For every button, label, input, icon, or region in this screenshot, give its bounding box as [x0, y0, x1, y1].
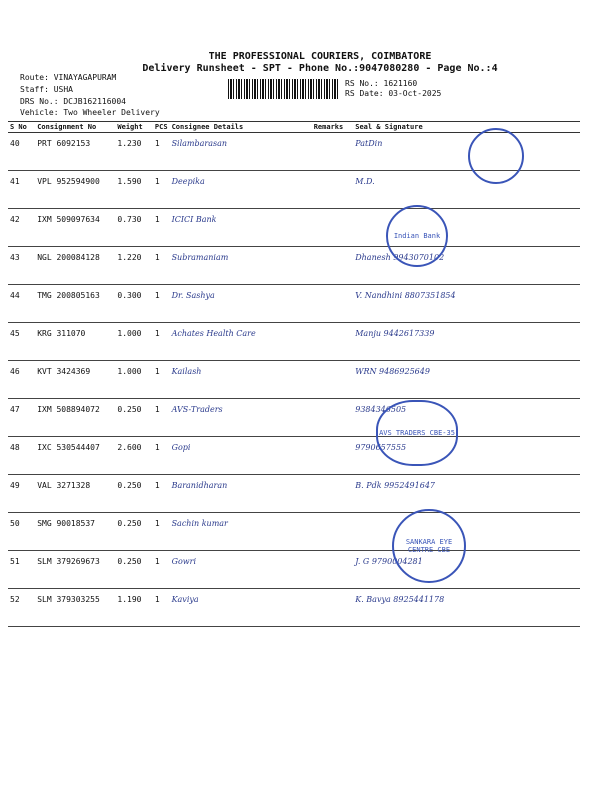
seal-stamp-top	[468, 128, 524, 184]
table-row	[8, 247, 580, 285]
bank-stamp-text: Indian Bank	[393, 232, 441, 240]
consignee-cell: ICICI Bank	[170, 209, 312, 247]
pcs-cell: 1	[153, 399, 170, 437]
table-row	[8, 323, 580, 361]
sno-cell: 44	[8, 285, 35, 323]
consignee-cell: Kailash	[170, 361, 312, 399]
seal-signature-cell: V. Nandhini 8807351854	[353, 285, 580, 323]
pcs-cell: 1	[153, 171, 170, 209]
seal-signature-cell: K. Bavya 8925441178	[353, 589, 580, 627]
sankara-stamp-text: SANKARA EYE CENTRE CBE	[405, 538, 453, 554]
sno-cell: 47	[8, 399, 35, 437]
avs-stamp-text: AVS TRADERS CBE-35	[379, 429, 455, 437]
seal-signature-cell: PatDin	[353, 133, 580, 171]
remarks-cell	[312, 209, 354, 247]
table-body	[8, 133, 580, 627]
barcode-image	[228, 79, 340, 99]
pcs-cell: 1	[153, 551, 170, 589]
remarks-cell	[312, 551, 354, 589]
consignment-cell: KRG 311070	[35, 323, 115, 361]
table-row	[8, 399, 580, 437]
sankara-eye-stamp	[392, 509, 466, 583]
col-header-seal: Seal & Signature	[353, 122, 580, 133]
seal-signature-cell: Manju 9442617339	[353, 323, 580, 361]
col-header-consignee: Consignee Details	[170, 122, 312, 133]
sno-cell: 45	[8, 323, 35, 361]
consignee-cell: Gopi	[170, 437, 312, 475]
pcs-cell: 1	[153, 475, 170, 513]
col-header-pcs: PCS	[154, 123, 168, 131]
weight-cell: 1.000	[115, 361, 153, 399]
consignee-cell: Sachin kumar	[170, 513, 312, 551]
weight-cell: 0.250	[115, 551, 153, 589]
remarks-cell	[312, 285, 354, 323]
table-row	[8, 285, 580, 323]
company-title: THE PROFESSIONAL COURIERS, COIMBATORE	[208, 51, 432, 62]
sno-cell: 50	[8, 513, 35, 551]
consignment-cell: NGL 200084128	[35, 247, 115, 285]
vehicle-label: Vehicle: Two Wheeler Delivery	[20, 108, 160, 117]
weight-cell: 1.000	[115, 323, 153, 361]
seal-signature-cell: B. Pdk 9952491647	[353, 475, 580, 513]
seal-signature-cell: 9790657555	[353, 437, 580, 475]
pcs-cell: 1	[153, 133, 170, 171]
weight-cell: 0.300	[115, 285, 153, 323]
rs-number: RS No.: 1621160	[345, 79, 418, 88]
sno-cell: 49	[8, 475, 35, 513]
consignee-cell: Silambarasan	[170, 133, 312, 171]
consignment-cell: VPL 952594900	[35, 171, 115, 209]
table-row	[8, 437, 580, 475]
consignee-cell: AVS-Traders	[170, 399, 312, 437]
drs-number: DRS No.: DCJB162116004	[20, 97, 126, 106]
consignment-cell: SLM 379303255	[35, 589, 115, 627]
table-row	[8, 475, 580, 513]
consignment-cell: PRT 6092153	[35, 133, 115, 171]
bank-stamp	[386, 205, 448, 267]
col-header-consignment: Consignment No	[35, 122, 115, 133]
staff-label: Staff: USHA	[20, 85, 73, 94]
sno-cell: 46	[8, 361, 35, 399]
remarks-cell	[312, 361, 354, 399]
consignment-cell: VAL 3271328	[35, 475, 115, 513]
col-header-remarks: Remarks	[312, 122, 354, 133]
consignment-cell: SLM 379269673	[35, 551, 115, 589]
seal-signature-cell: Dhanesh 9943070102	[353, 247, 580, 285]
consignment-cell: KVT 3424369	[35, 361, 115, 399]
consignee-cell: Subramaniam	[170, 247, 312, 285]
pcs-cell: 1	[153, 589, 170, 627]
route-label: Route: VINAYAGAPURAM	[20, 73, 117, 82]
weight-cell: 1.190	[115, 589, 153, 627]
seal-signature-cell	[353, 513, 580, 551]
weight-cell: 0.250	[115, 475, 153, 513]
rs-date: RS Date: 03-Oct-2025	[345, 89, 442, 98]
table-row	[8, 513, 580, 551]
consignment-cell: IXC 530544407	[35, 437, 115, 475]
sno-cell: 48	[8, 437, 35, 475]
pcs-cell: 1	[153, 513, 170, 551]
sno-cell: 42	[8, 209, 35, 247]
consignment-cell: IXM 508894072	[35, 399, 115, 437]
weight-cell: 2.600	[115, 437, 153, 475]
sno-cell: 40	[8, 133, 35, 171]
remarks-cell	[312, 437, 354, 475]
remarks-cell	[312, 323, 354, 361]
consignee-cell: Kaviya	[170, 589, 312, 627]
table-row	[8, 209, 580, 247]
sno-cell: 43	[8, 247, 35, 285]
sno-cell: 52	[8, 589, 35, 627]
consignee-cell: Gowri	[170, 551, 312, 589]
table-row	[8, 361, 580, 399]
remarks-cell	[312, 133, 354, 171]
pcs-cell: 1	[153, 247, 170, 285]
seal-signature-cell: 9384346505	[353, 399, 580, 437]
col-header-weight: Weight	[115, 122, 153, 133]
consignment-cell: TMG 200805163	[35, 285, 115, 323]
remarks-cell	[312, 247, 354, 285]
consignment-cell: SMG 90018537	[35, 513, 115, 551]
remarks-cell	[312, 589, 354, 627]
pcs-cell: 1	[153, 209, 170, 247]
weight-cell: 1.590	[115, 171, 153, 209]
pcs-cell: 1	[153, 361, 170, 399]
pcs-cell: 1	[153, 437, 170, 475]
table-row	[8, 589, 580, 627]
runsheet-subtitle: Delivery Runsheet - SPT - Phone No.:9047080280 - Page No.:4	[142, 63, 498, 74]
remarks-cell	[312, 399, 354, 437]
pcs-cell: 1	[153, 285, 170, 323]
col-header-sno: S No	[8, 122, 35, 133]
seal-signature-cell: J. G 9790004281	[353, 551, 580, 589]
consignee-cell: Baranidharan	[170, 475, 312, 513]
sno-cell: 51	[8, 551, 35, 589]
avs-traders-stamp	[376, 400, 458, 466]
weight-cell: 0.250	[115, 513, 153, 551]
weight-cell: 1.220	[115, 247, 153, 285]
pcs-cell: 1	[153, 323, 170, 361]
remarks-cell	[312, 475, 354, 513]
consignee-cell: Dr. Sashya	[170, 285, 312, 323]
seal-signature-cell: M.D.	[353, 171, 580, 209]
consignment-cell: IXM 509097634	[35, 209, 115, 247]
weight-cell: 0.730	[115, 209, 153, 247]
remarks-cell	[312, 513, 354, 551]
weight-cell: 1.230	[115, 133, 153, 171]
remarks-cell	[312, 171, 354, 209]
weight-cell: 0.250	[115, 399, 153, 437]
consignee-cell: Achates Health Care	[170, 323, 312, 361]
sno-cell: 41	[8, 171, 35, 209]
table-row	[8, 551, 580, 589]
consignee-cell: Deepika	[170, 171, 312, 209]
seal-signature-cell: WRN 9486925649	[353, 361, 580, 399]
delivery-table	[8, 121, 580, 627]
